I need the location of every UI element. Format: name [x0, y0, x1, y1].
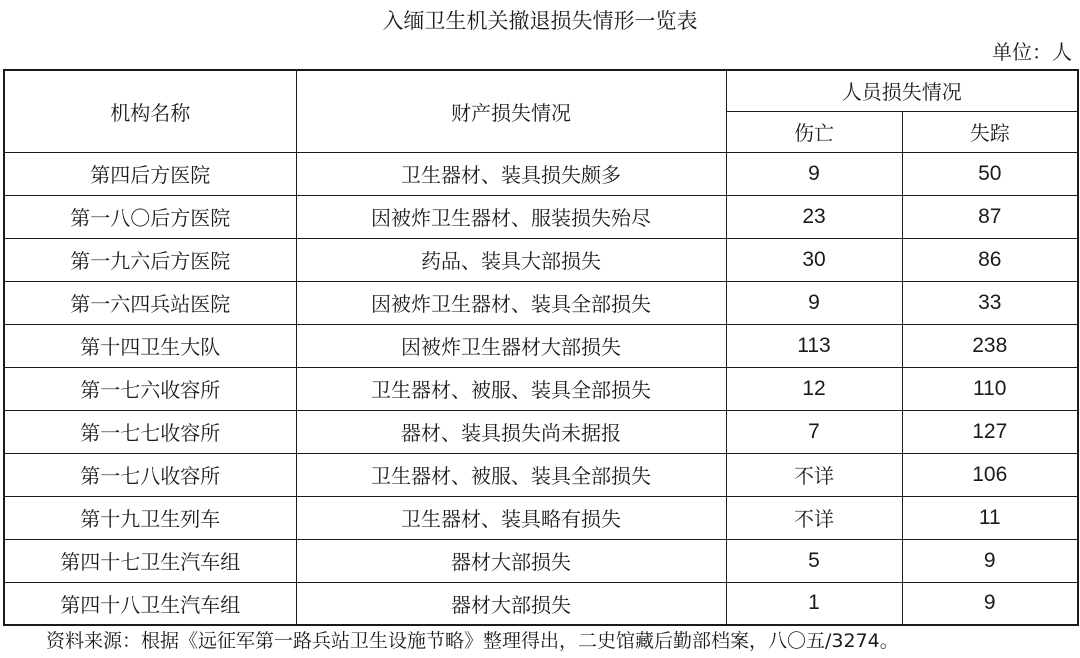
cell-org: 第一七七收容所 [4, 410, 296, 453]
cell-org: 第四后方医院 [4, 152, 296, 195]
cell-property: 因被炸卫生器材大部损失 [296, 324, 726, 367]
header-casualties: 伤亡 [726, 111, 902, 152]
source-footnote: 资料来源：根据《远征军第一路兵站卫生设施节略》整理得出，二史馆藏后勤部档案，八〇五/3274。 [46, 630, 899, 652]
cell-property: 因被炸卫生器材、装具全部损失 [296, 281, 726, 324]
cell-missing: 9 [902, 539, 1078, 582]
cell-missing: 87 [902, 195, 1078, 238]
header-missing: 失踪 [902, 111, 1078, 152]
table-row [4, 410, 1078, 453]
cell-property: 卫生器材、被服、装具全部损失 [296, 367, 726, 410]
header-org-name: 机构名称 [4, 70, 296, 152]
cell-org: 第四十七卫生汽车组 [4, 539, 296, 582]
cell-missing: 33 [902, 281, 1078, 324]
cell-property: 药品、装具大部损失 [296, 238, 726, 281]
table-row [4, 496, 1078, 539]
cell-property: 卫生器材、装具略有损失 [296, 496, 726, 539]
cell-missing: 238 [902, 324, 1078, 367]
cell-org: 第十四卫生大队 [4, 324, 296, 367]
cell-casualties: 5 [726, 539, 902, 582]
cell-org: 第一八〇后方医院 [4, 195, 296, 238]
table-row [4, 195, 1078, 238]
cell-casualties: 9 [726, 152, 902, 195]
table-row [4, 453, 1078, 496]
cell-missing: 106 [902, 453, 1078, 496]
cell-casualties: 113 [726, 324, 902, 367]
loss-table [3, 69, 1079, 626]
cell-missing: 11 [902, 496, 1078, 539]
table-row [4, 539, 1078, 582]
cell-casualties: 30 [726, 238, 902, 281]
table-row [4, 582, 1078, 625]
cell-property: 器材、装具损失尚未据报 [296, 410, 726, 453]
cell-missing: 110 [902, 367, 1078, 410]
cell-casualties: 不详 [726, 496, 902, 539]
cell-missing: 127 [902, 410, 1078, 453]
cell-missing: 86 [902, 238, 1078, 281]
cell-org: 第一六四兵站医院 [4, 281, 296, 324]
table-title: 入缅卫生机关撤退损失情形一览表 [382, 9, 698, 33]
cell-property: 器材大部损失 [296, 582, 726, 625]
cell-missing: 50 [902, 152, 1078, 195]
cell-org: 第四十八卫生汽车组 [4, 582, 296, 625]
table-row [4, 152, 1078, 195]
cell-org: 第一九六后方医院 [4, 238, 296, 281]
table-body [4, 152, 1078, 625]
cell-casualties: 不详 [726, 453, 902, 496]
cell-casualties: 9 [726, 281, 902, 324]
cell-casualties: 1 [726, 582, 902, 625]
cell-org: 第一七六收容所 [4, 367, 296, 410]
cell-casualties: 23 [726, 195, 902, 238]
cell-org: 第一七八收容所 [4, 453, 296, 496]
header-personnel-loss: 人员损失情况 [726, 70, 1078, 111]
table-row [4, 324, 1078, 367]
cell-casualties: 12 [726, 367, 902, 410]
cell-org: 第十九卫生列车 [4, 496, 296, 539]
unit-label: 单位：人 [992, 40, 1072, 64]
cell-property: 卫生器材、被服、装具全部损失 [296, 453, 726, 496]
cell-property: 卫生器材、装具损失颇多 [296, 152, 726, 195]
cell-property: 因被炸卫生器材、服装损失殆尽 [296, 195, 726, 238]
table-row [4, 367, 1078, 410]
table-row [4, 238, 1078, 281]
table-row [4, 281, 1078, 324]
cell-property: 器材大部损失 [296, 539, 726, 582]
header-property-loss: 财产损失情况 [296, 70, 726, 152]
table-header-row [4, 70, 1078, 111]
cell-missing: 9 [902, 582, 1078, 625]
cell-casualties: 7 [726, 410, 902, 453]
